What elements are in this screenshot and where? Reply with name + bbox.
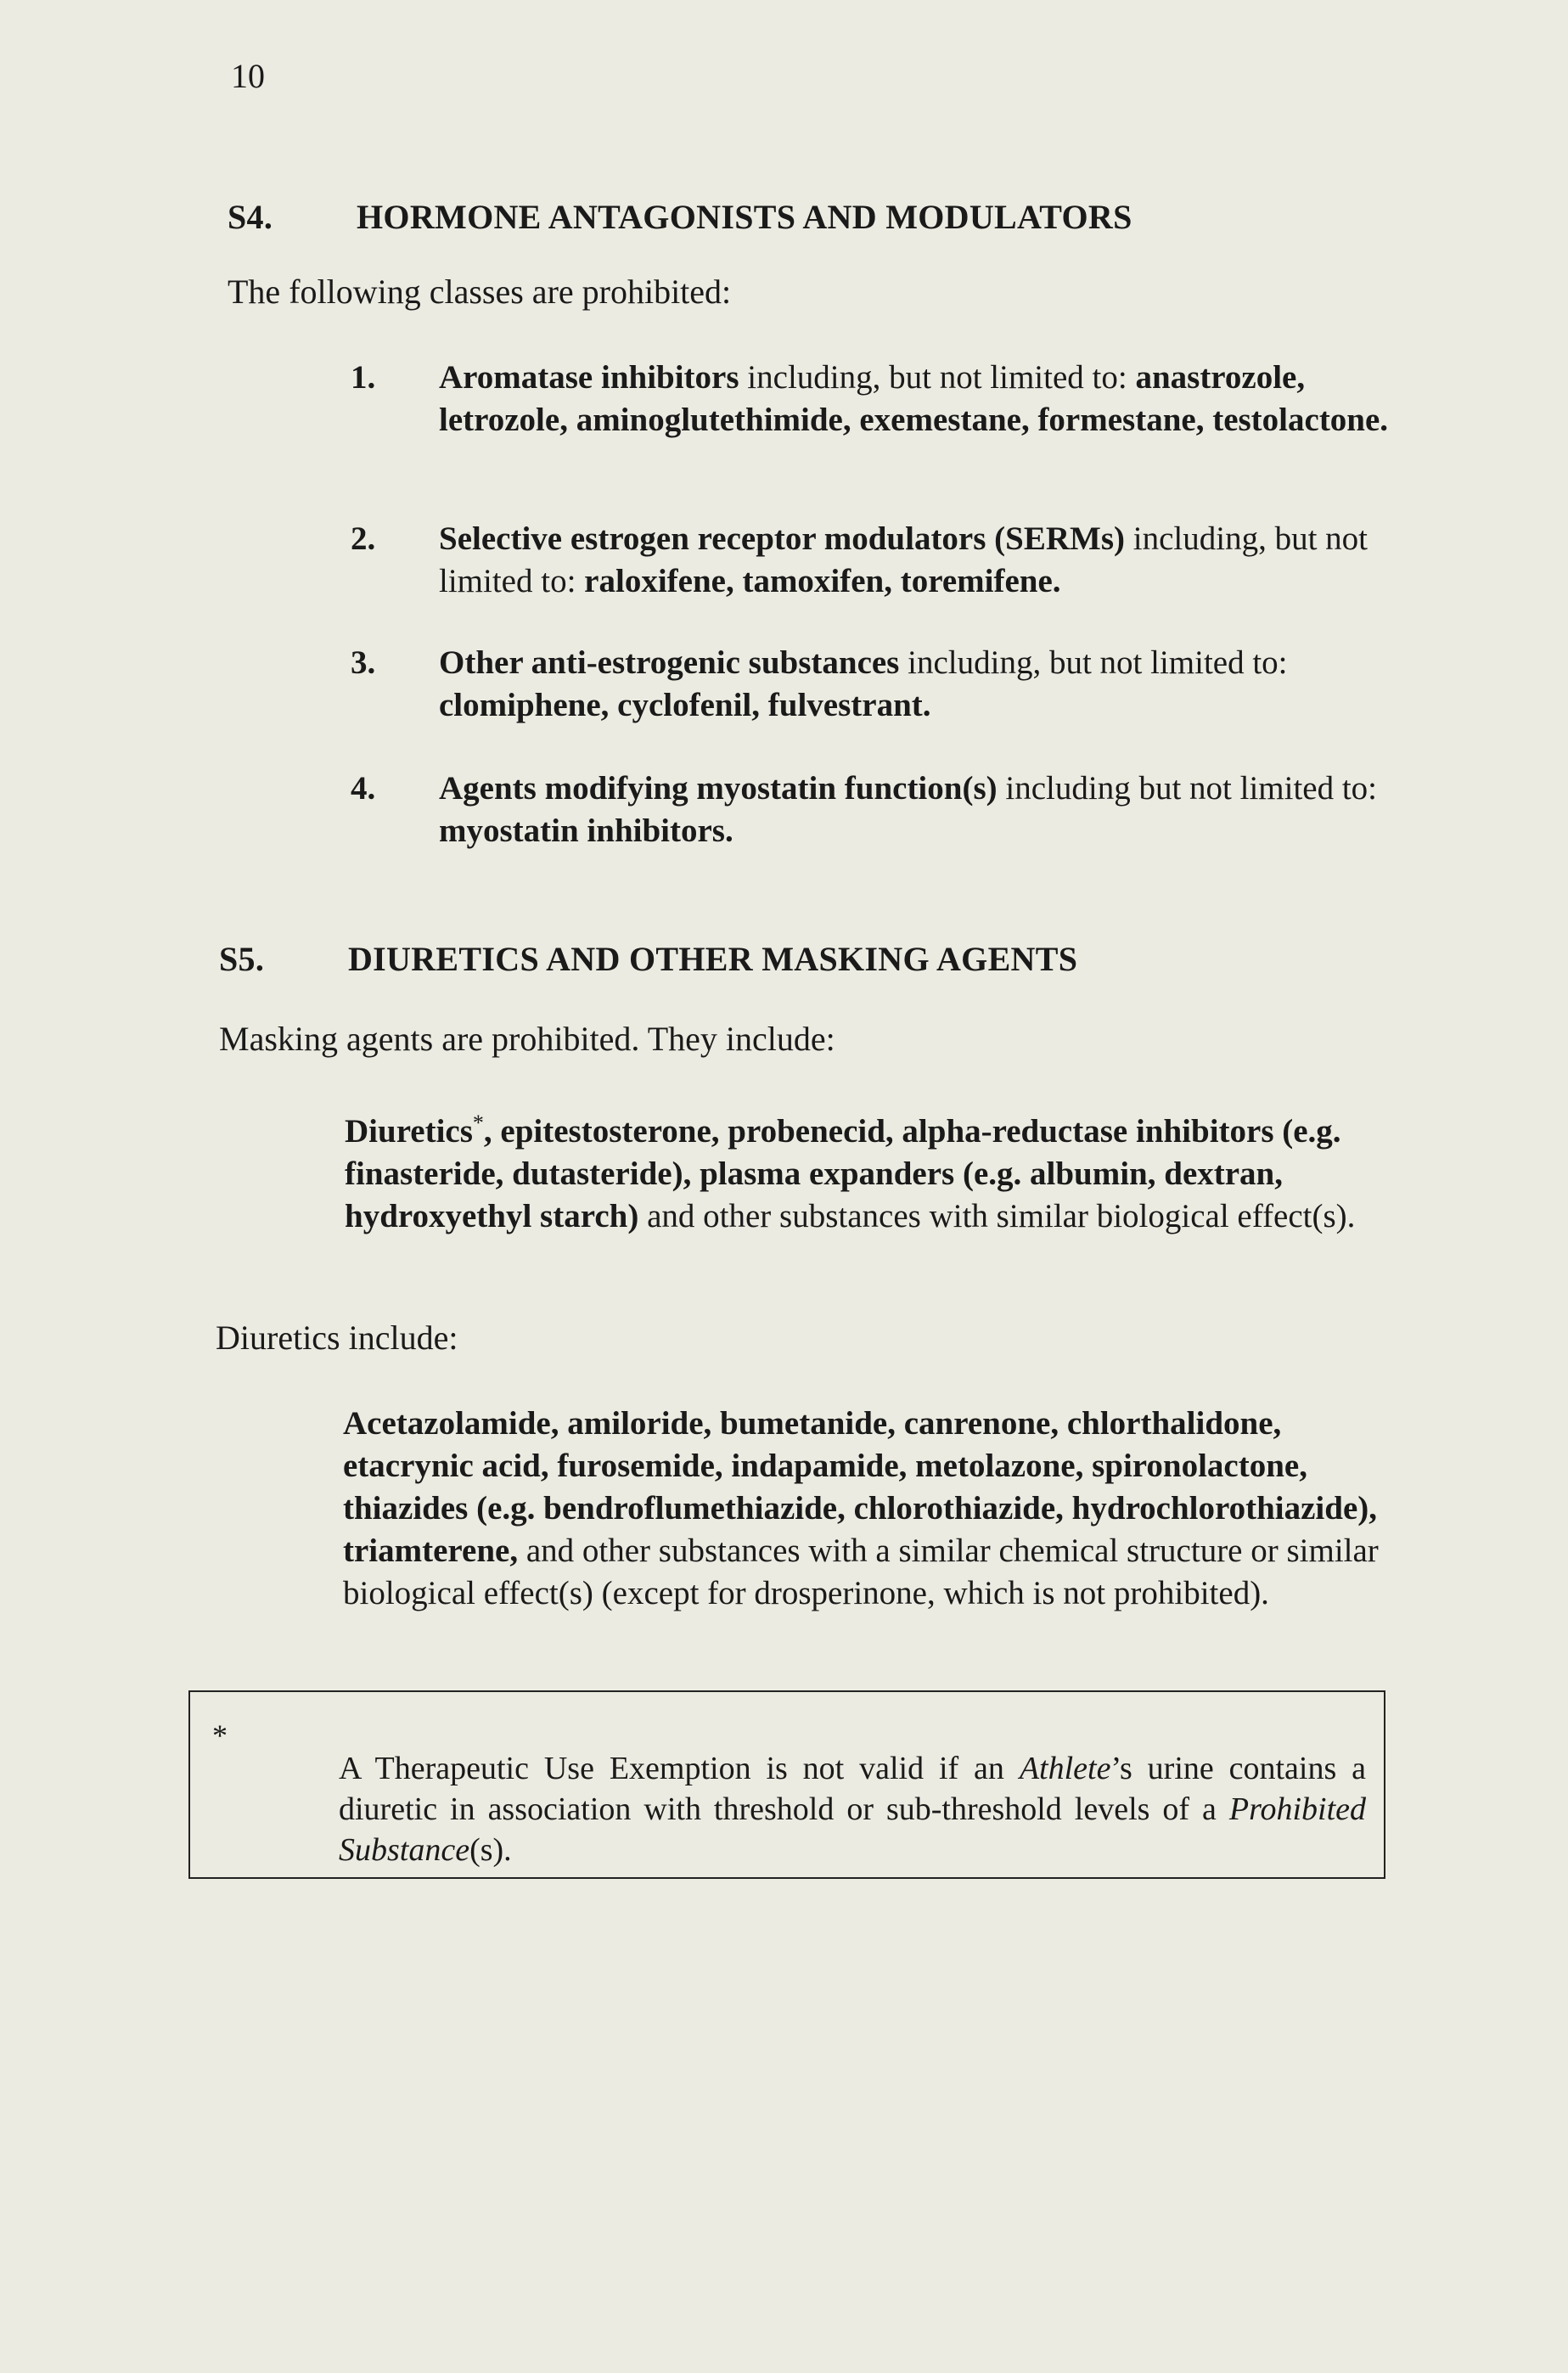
- footnote-substance: Prohibited Substance: [339, 1791, 1366, 1868]
- item-lead: Other anti-estrogenic substances: [439, 644, 900, 681]
- footnote-star: *: [212, 1718, 228, 1752]
- item-mid: including, but not limited to:: [739, 359, 1136, 396]
- item-text: [439, 642, 1390, 727]
- item-text: [439, 518, 1390, 603]
- footnote-part: (s).: [469, 1832, 512, 1868]
- footnote-text: [339, 1748, 1366, 1870]
- s4-intro: The following classes are prohibited:: [228, 273, 732, 311]
- s5-intro: Masking agents are prohibited. They include:: [219, 1020, 835, 1058]
- masking-list: , epitestosterone, probenecid, alpha-reductase inhibitors (e.g. finasteride, dutasteride), plasma expanders (e.g. albumin, dextran, hydroxyethyl starch): [345, 1113, 1341, 1234]
- footnote-athlete: Athlete: [1019, 1751, 1111, 1786]
- item-tail: anastrozole, letrozole, aminoglutethimide, exemestane, formestane, testolactone.: [439, 359, 1389, 438]
- section-title: DIURETICS AND OTHER MASKING AGENTS: [348, 940, 1078, 978]
- item-number: 3.: [351, 644, 376, 681]
- item-number: 1.: [351, 359, 376, 396]
- item-lead: Agents modifying myostatin function(s): [439, 770, 998, 807]
- item-tail: raloxifene, tamoxifen, toremifene.: [584, 563, 1061, 599]
- item-mid: including, but not limited to:: [899, 644, 1288, 681]
- masking-tail: and other substances with similar biological effect(s).: [638, 1198, 1356, 1234]
- item-text: [439, 357, 1390, 441]
- item-tail: clomiphene, cyclofenil, fulvestrant.: [439, 687, 931, 723]
- list-item: [351, 518, 1390, 603]
- item-mid: including, but not limited to:: [439, 520, 1368, 599]
- item-mid: including but not limited to:: [997, 770, 1378, 807]
- item-tail: myostatin inhibitors.: [439, 813, 733, 849]
- item-lead: Aromatase inhibitors: [439, 359, 739, 396]
- diuretics-paragraph: [343, 1403, 1387, 1615]
- list-item: [351, 642, 1390, 727]
- section-title: HORMONE ANTAGONISTS AND MODULATORS: [357, 198, 1132, 236]
- masking-agents-paragraph: [345, 1111, 1389, 1238]
- footnote-box: [188, 1690, 1385, 1879]
- section-code: S5.: [219, 940, 265, 978]
- diuretics-tail: and other substances with a similar chemical structure or similar biological effect(s) (except for drosperinone, which is not prohibited).: [343, 1532, 1379, 1611]
- list-item: [351, 768, 1390, 852]
- item-text: [439, 768, 1390, 852]
- diuretics-intro: Diuretics include:: [216, 1319, 458, 1357]
- masking-lead: Diuretics: [345, 1113, 473, 1150]
- footnote-part: ’s urine contains a diuretic in association with threshold or sub-threshold levels of a: [339, 1751, 1366, 1827]
- list-item: [351, 357, 1390, 441]
- item-lead: Selective estrogen receptor modulators (SERMs): [439, 520, 1125, 557]
- diuretics-list: Acetazolamide, amiloride, bumetanide, canrenone, chlorthalidone, etacrynic acid, furosemide, indapamide, metolazone, spironolactone, thiazides (e.g. bendroflumethiazide, chlorothiazide, hydrochlorothiazide), triamterene,: [343, 1405, 1378, 1569]
- section-heading-s5: [219, 939, 1077, 979]
- footnote-marker: *: [472, 1111, 484, 1135]
- section-code: S4.: [228, 198, 273, 236]
- item-number: 2.: [351, 520, 376, 557]
- item-number: 4.: [351, 770, 376, 807]
- footnote-part: A Therapeutic Use Exemption is not valid if an: [339, 1751, 1020, 1786]
- section-heading-s4: [228, 197, 1132, 237]
- page-number: 10: [231, 57, 265, 95]
